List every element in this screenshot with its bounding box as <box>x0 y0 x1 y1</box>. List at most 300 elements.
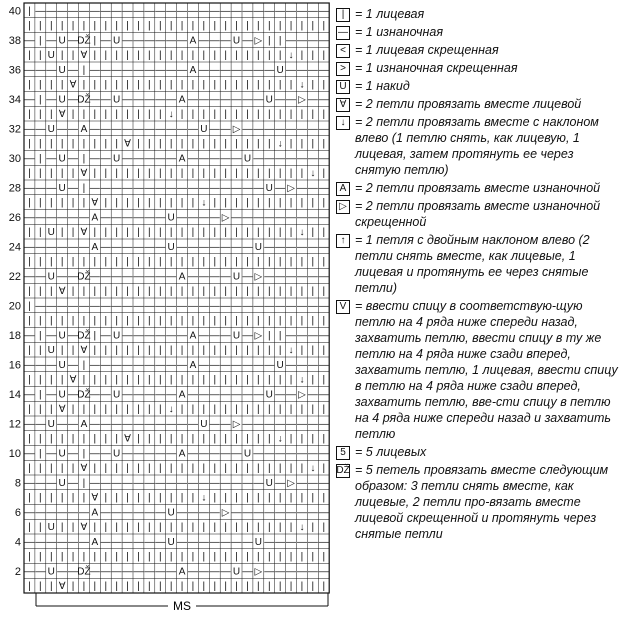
stitch-cell: U <box>265 389 273 401</box>
stitch-cell: — <box>187 389 198 401</box>
stitch-cell: | <box>278 463 282 475</box>
stitch-cell: | <box>115 404 118 416</box>
stitch-cell: | <box>115 109 118 121</box>
row-number-left: 22 <box>8 270 21 283</box>
stitch-cell: | <box>213 492 217 504</box>
stitch-cell: — <box>133 389 144 401</box>
stitch-cell: | <box>180 374 184 386</box>
stitch-cell: — <box>24 330 35 342</box>
stitch-cell: | <box>202 551 206 563</box>
stitch-cell: ∀ <box>80 168 88 180</box>
stitch-cell: — <box>187 507 198 519</box>
stitch-cell: — <box>122 477 133 489</box>
stitch-cell: — <box>253 64 264 76</box>
stitch-cell: | <box>257 374 260 386</box>
stitch-cell: — <box>264 153 275 165</box>
stitch-cell: | <box>39 256 42 268</box>
stitch-cell: | <box>267 227 271 239</box>
legend-text: = 1 накид <box>355 79 410 93</box>
stitch-cell: — <box>68 94 79 106</box>
stitch-cell: — <box>122 94 133 106</box>
stitch-cell: — <box>144 64 155 76</box>
stitch-cell: | <box>60 79 64 91</box>
stitch-cell: | <box>71 227 75 239</box>
stitch-cell: — <box>209 123 220 135</box>
stitch-cell: — <box>100 389 111 401</box>
stitch-cell: | <box>115 227 118 239</box>
stitch-cell: — <box>253 418 264 430</box>
stitch-cell: | <box>278 168 282 180</box>
stitch-cell: | <box>126 227 129 239</box>
stitch-cell: — <box>122 507 133 519</box>
legend-text: = 1 изнаночная скрещенная <box>355 61 518 75</box>
stitch-cell: — <box>253 507 264 519</box>
stitch-cell: | <box>148 463 151 475</box>
stitch-cell: — <box>198 566 209 578</box>
stitch-cell: — <box>46 64 57 76</box>
stitch-cell: | <box>82 197 86 209</box>
stitch-cell: | <box>235 138 238 150</box>
stitch-cell: | <box>267 50 271 62</box>
stitch-cell: | <box>169 551 173 563</box>
stitch-cell: — <box>133 507 144 519</box>
stitch-cell: | <box>235 286 238 298</box>
stitch-cell: | <box>278 551 282 563</box>
stitch-cell: A <box>91 536 99 548</box>
stitch-cell: | <box>246 345 249 357</box>
stitch-cell: — <box>198 94 209 106</box>
stitch-cell: | <box>267 345 271 357</box>
stitch-cell: — <box>209 566 220 578</box>
stitch-cell: | <box>267 109 271 121</box>
stitch-cell: | <box>267 79 271 91</box>
stitch-cell: | <box>28 315 31 327</box>
stitch-cell: | <box>71 109 75 121</box>
stitch-cell: U <box>265 94 273 106</box>
stitch-cell: — <box>111 477 122 489</box>
stitch-cell: | <box>148 315 151 327</box>
stitch-cell: | <box>169 256 173 268</box>
stitch-cell: | <box>257 404 260 416</box>
stitch-cell: | <box>158 197 162 209</box>
stitch-cell: | <box>39 345 42 357</box>
stitch-cell: | <box>39 433 42 445</box>
stitch-cell: | <box>289 109 293 121</box>
stitch-cell: — <box>198 536 209 548</box>
stitch-cell: | <box>60 20 64 32</box>
stitch-cell: | <box>137 345 140 357</box>
stitch-cell: | <box>224 197 227 209</box>
stitch-cell: | <box>148 433 151 445</box>
stitch-cell: — <box>155 566 166 578</box>
stitch-cell: | <box>93 286 97 298</box>
stitch-cell: | <box>278 256 282 268</box>
stitch-cell: | <box>169 138 173 150</box>
stitch-cell: — <box>275 182 286 194</box>
stitch-cell: | <box>202 463 206 475</box>
stitch-cell: — <box>144 182 155 194</box>
stitch-cell: | <box>191 20 195 32</box>
stitch-cell: | <box>213 463 217 475</box>
stitch-cell: | <box>126 315 129 327</box>
stitch-cell: | <box>71 404 75 416</box>
stitch-cell: Ǆ <box>77 94 91 106</box>
stitch-cell: | <box>257 522 260 534</box>
stitch-cell: | <box>49 286 53 298</box>
stitch-cell: — <box>253 300 264 312</box>
stitch-cell: A <box>178 271 186 283</box>
stitch-cell: | <box>49 197 53 209</box>
stitch-cell: — <box>68 182 79 194</box>
stitch-cell: — <box>296 507 307 519</box>
stitch-cell: ↓ <box>310 463 316 475</box>
stitch-cell: — <box>46 182 57 194</box>
row-number-left: 30 <box>8 152 21 165</box>
stitch-cell: — <box>318 271 329 283</box>
stitch-cell: — <box>264 123 275 135</box>
stitch-cell: A <box>178 448 186 460</box>
stitch-cell: ▷ <box>221 507 230 519</box>
ssk-icon: ↓ <box>336 116 350 130</box>
stitch-cell: — <box>220 389 231 401</box>
stitch-cell: A <box>189 359 197 371</box>
stitch-cell: — <box>318 212 329 224</box>
stitch-cell: | <box>60 138 64 150</box>
stitch-cell: — <box>68 123 79 135</box>
stitch-cell: — <box>307 212 318 224</box>
stitch-cell: — <box>242 5 253 17</box>
stitch-cell: | <box>246 109 249 121</box>
stitch-cell: — <box>100 448 111 460</box>
stitch-cell: — <box>24 477 35 489</box>
stitch-cell: — <box>133 418 144 430</box>
stitch-cell: | <box>202 20 206 32</box>
legend-text: = 1 лицевая <box>355 7 425 21</box>
stitch-cell: | <box>311 286 315 298</box>
stitch-cell: — <box>220 182 231 194</box>
stitch-cell: — <box>177 64 188 76</box>
stitch-cell: | <box>235 315 238 327</box>
stitch-cell: | <box>202 345 206 357</box>
stitch-cell: | <box>82 433 86 445</box>
stitch-cell: — <box>24 123 35 135</box>
stitch-cell: — <box>275 271 286 283</box>
stitch-cell: | <box>137 50 140 62</box>
stitch-cell: U <box>58 94 66 106</box>
stitch-cell: | <box>322 581 326 593</box>
stitch-cell: | <box>202 50 206 62</box>
stitch-cell: ↓ <box>299 374 305 386</box>
stitch-cell: | <box>202 256 206 268</box>
stitch-cell: — <box>68 212 79 224</box>
stitch-cell: U <box>232 330 241 342</box>
stitch-cell: | <box>246 20 249 32</box>
stitch-cell: — <box>144 477 155 489</box>
stitch-cell: — <box>35 536 46 548</box>
stitch-cell: | <box>213 227 217 239</box>
stitch-cell: A <box>189 35 197 47</box>
stitch-cell: ∀ <box>58 286 66 298</box>
stitch-cell: | <box>278 404 282 416</box>
stitch-cell: — <box>68 241 79 253</box>
stitch-cell: | <box>224 581 227 593</box>
stitch-cell: — <box>144 212 155 224</box>
stitch-cell: | <box>322 197 326 209</box>
stitch-cell: — <box>78 5 89 17</box>
stitch-cell: | <box>126 50 129 62</box>
stitch-cell: | <box>202 138 206 150</box>
p2tog-twisted-icon: ▷ <box>336 200 350 214</box>
stitch-cell: U <box>113 35 121 47</box>
stitch-cell: — <box>133 182 144 194</box>
stitch-cell: — <box>166 418 177 430</box>
stitch-cell: | <box>71 581 75 593</box>
stitch-cell: — <box>57 123 68 135</box>
stitch-cell: | <box>257 138 260 150</box>
stitch-cell: — <box>177 35 188 47</box>
stitch-cell: — <box>286 536 297 548</box>
stitch-cell: — <box>253 359 264 371</box>
stitch-cell: | <box>224 20 227 32</box>
stitch-cell: | <box>289 286 293 298</box>
stitch-cell: | <box>322 256 326 268</box>
legend-text: = 2 петли провязать вместе изнаночной скрещенной <box>355 199 601 229</box>
stitch-cell: | <box>115 522 118 534</box>
stitch-cell: — <box>122 536 133 548</box>
stitch-cell: — <box>209 94 220 106</box>
stitch-cell: | <box>191 79 195 91</box>
stitch-cell: | <box>202 315 206 327</box>
stitch-cell: ▷ <box>254 566 263 578</box>
stitch-cell: — <box>198 300 209 312</box>
stitch-cell: | <box>148 286 151 298</box>
stitch-cell: — <box>68 359 79 371</box>
stitch-cell: | <box>191 256 195 268</box>
stitch-cell: | <box>39 404 42 416</box>
stitch-cell: — <box>264 300 275 312</box>
stitch-cell: — <box>155 477 166 489</box>
stitch-cell: — <box>242 507 253 519</box>
stitch-cell: | <box>246 138 249 150</box>
stitch-cell: | <box>28 404 31 416</box>
stitch-cell: — <box>24 418 35 430</box>
stitch-cell: — <box>209 477 220 489</box>
stitch-cell: — <box>133 212 144 224</box>
stitch-cell: — <box>220 300 231 312</box>
row-number-left: 2 <box>14 565 21 578</box>
stitch-cell: | <box>257 492 260 504</box>
stitch-cell: — <box>307 271 318 283</box>
stitch-cell: | <box>257 50 260 62</box>
stitch-cell: — <box>144 153 155 165</box>
stitch-cell: | <box>322 168 326 180</box>
stitch-cell: — <box>198 64 209 76</box>
stitch-cell: | <box>224 109 227 121</box>
stitch-cell: — <box>275 241 286 253</box>
stitch-cell: | <box>93 168 97 180</box>
stitch-cell: — <box>187 477 198 489</box>
stitch-cell: — <box>46 153 57 165</box>
stitch-cell: — <box>286 359 297 371</box>
legend-text: = 1 петля с двойным наклоном влево (2 петли снять вместе, как лицевые, 1 лицевая и протянуть ее через снятые петли) <box>355 233 590 295</box>
stitch-cell: | <box>104 50 108 62</box>
stitch-cell: | <box>257 286 260 298</box>
stitch-cell: — <box>100 5 111 17</box>
stitch-cell: | <box>104 345 108 357</box>
stitch-cell: — <box>220 271 231 283</box>
stitch-cell: | <box>322 50 326 62</box>
stitch-cell: — <box>209 359 220 371</box>
stitch-cell: | <box>311 197 315 209</box>
stitch-cell: — <box>68 566 79 578</box>
stitch-cell: | <box>180 256 184 268</box>
stitch-cell: U <box>113 94 121 106</box>
stitch-cell: U <box>47 522 55 534</box>
legend-text: = 5 лицевых <box>355 445 427 459</box>
stitch-cell: — <box>166 477 177 489</box>
stitch-cell: — <box>177 241 188 253</box>
stitch-cell: | <box>104 197 108 209</box>
stitch-cell: — <box>264 212 275 224</box>
stitch-cell: | <box>246 463 249 475</box>
stitch-cell: A <box>189 330 197 342</box>
stitch-cell: U <box>167 536 175 548</box>
stitch-cell: — <box>296 35 307 47</box>
stitch-cell: | <box>137 20 140 32</box>
stitch-cell: | <box>213 168 217 180</box>
stitch-cell: — <box>264 64 275 76</box>
stitch-cell: | <box>71 345 75 357</box>
stitch-cell: | <box>289 256 293 268</box>
stitch-cell: — <box>307 448 318 460</box>
stitch-cell: | <box>126 79 129 91</box>
stitch-cell: | <box>311 20 315 32</box>
stitch-cell: — <box>187 448 198 460</box>
stitch-cell: | <box>39 20 42 32</box>
stitch-cell: — <box>198 153 209 165</box>
stitch-cell: A <box>178 389 186 401</box>
stitch-cell: | <box>213 433 217 445</box>
stitch-cell: | <box>191 522 195 534</box>
stitch-cell: — <box>166 182 177 194</box>
stitch-cell: — <box>68 418 79 430</box>
stitch-cell: | <box>71 138 75 150</box>
stitch-cell: | <box>224 227 227 239</box>
stitch-cell: | <box>180 197 184 209</box>
stitch-cell: | <box>158 463 162 475</box>
stitch-cell: — <box>144 359 155 371</box>
stitch-cell: | <box>28 286 31 298</box>
stitch-cell: | <box>158 404 162 416</box>
stitch-cell: | <box>300 551 304 563</box>
stitch-cell: | <box>311 345 315 357</box>
stitch-cell: | <box>267 286 271 298</box>
stitch-cell: — <box>133 241 144 253</box>
stitch-cell: | <box>235 109 238 121</box>
stitch-cell: — <box>122 566 133 578</box>
stitch-cell: — <box>253 389 264 401</box>
stitch-cell: | <box>311 315 315 327</box>
stitch-cell: — <box>264 271 275 283</box>
stitch-cell: — <box>100 35 111 47</box>
stitch-cell: — <box>46 359 57 371</box>
stitch-cell: — <box>100 477 111 489</box>
stitch-cell: — <box>307 330 318 342</box>
stitch-cell: | <box>137 315 140 327</box>
stitch-cell: — <box>209 182 220 194</box>
stitch-cell: — <box>24 64 35 76</box>
stitch-cell: | <box>126 256 129 268</box>
row-number-left: 10 <box>8 447 21 460</box>
stitch-cell: — <box>144 35 155 47</box>
stitch-cell: | <box>278 581 282 593</box>
stitch-cell: | <box>82 551 86 563</box>
stitch-cell: | <box>148 20 151 32</box>
stitch-cell: | <box>191 433 195 445</box>
stitch-cell: — <box>307 5 318 17</box>
stitch-cell: — <box>46 448 57 460</box>
stitch-cell: — <box>100 94 111 106</box>
stitch-cell: — <box>296 477 307 489</box>
stitch-cell: — <box>111 359 122 371</box>
stitch-cell: | <box>82 182 86 194</box>
stitch-cell: — <box>209 212 220 224</box>
stitch-cell: U <box>243 448 252 460</box>
stitch-cell: — <box>166 153 177 165</box>
stitch-cell: — <box>264 5 275 17</box>
stitch-cell: — <box>198 507 209 519</box>
stitch-cell: | <box>137 463 140 475</box>
stitch-cell: | <box>267 404 271 416</box>
stitch-cell: | <box>115 551 118 563</box>
stitch-cell: | <box>169 581 173 593</box>
stitch-cell: | <box>213 109 217 121</box>
stitch-cell: | <box>148 79 151 91</box>
row-number-left: 4 <box>14 536 21 549</box>
stitch-cell: ▷ <box>254 271 263 283</box>
stitch-cell: — <box>318 94 329 106</box>
stitch-cell: | <box>322 433 326 445</box>
stitch-cell: ↓ <box>277 138 283 150</box>
stitch-cell: U <box>58 64 66 76</box>
stitch-cell: — <box>89 64 100 76</box>
stitch-cell: | <box>71 256 75 268</box>
stitch-cell: A <box>178 94 186 106</box>
stitch-cell: — <box>111 566 122 578</box>
stitch-cell: — <box>318 182 329 194</box>
stitch-cell: | <box>39 138 42 150</box>
stitch-cell: | <box>224 79 227 91</box>
stitch-cell: — <box>100 300 111 312</box>
stitch-cell: — <box>187 566 198 578</box>
stitch-cell: — <box>253 94 264 106</box>
stitch-cell: | <box>202 168 206 180</box>
stitch-cell: — <box>187 300 198 312</box>
stitch-cell: | <box>126 374 129 386</box>
stitch-cell: — <box>89 153 100 165</box>
stitch-cell: — <box>253 212 264 224</box>
stitch-cell: | <box>246 256 249 268</box>
stitch-cell: | <box>289 551 293 563</box>
stitch-cell: — <box>144 330 155 342</box>
stitch-cell: | <box>322 286 326 298</box>
stitch-cell: | <box>311 79 315 91</box>
stitch-cell: | <box>267 256 271 268</box>
stitch-cell: | <box>267 551 271 563</box>
stitch-cell: | <box>49 374 53 386</box>
stitch-cell: | <box>311 109 315 121</box>
chart-grid <box>24 3 329 593</box>
